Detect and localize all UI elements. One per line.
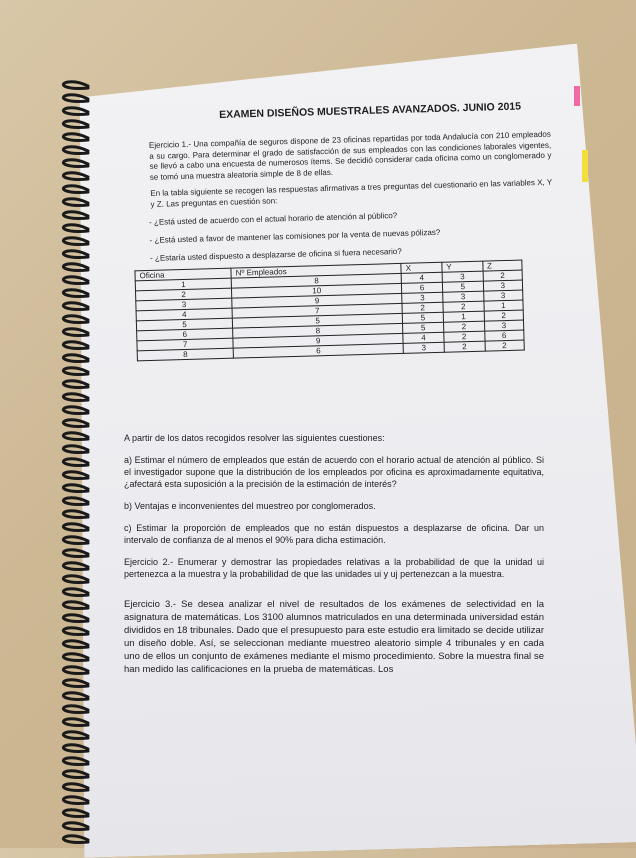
table-cell: 2: [444, 341, 485, 352]
table-cell: 10: [232, 283, 402, 298]
table-cell: 3: [136, 298, 232, 311]
exam-title: EXAMEN DISEÑOS MUESTRALES AVANZADOS. JUNIO 2015: [218, 100, 522, 121]
exam-upper: [110, 100, 557, 362]
table-cell: 1: [135, 278, 231, 291]
ej1-intro: Ejercicio 1.- Una compañía de seguros dispone de 23 oficinas repartidas por toda Andalucía con 210 empleados a su cargo. Para determinar el grado de satisfacción de sus empleados con las condiciones laborales vigentes, se llevó a cabo una encuesta de numerosos ítems. Se decidió considerar cada oficina como un conglomerado y se tomó una muestra aleatoria simple de 8 de ellas.: [148, 129, 552, 182]
data-table: [134, 260, 524, 362]
table-cell: 8: [231, 273, 401, 288]
col-x: X: [401, 262, 442, 273]
exam-lower: [124, 432, 544, 676]
table-cell: 1: [443, 311, 484, 322]
table-cell: 3: [483, 280, 523, 291]
col-y: Y: [442, 261, 483, 272]
table-cell: 3: [484, 320, 524, 331]
table-cell: 2: [443, 321, 484, 332]
table-cell: 5: [403, 322, 444, 333]
table-cell: 3: [403, 342, 444, 353]
table-cell: 8: [233, 323, 403, 338]
table-cell: 2: [483, 270, 523, 281]
table-cell: 4: [136, 308, 232, 321]
table-cell: 2: [402, 302, 443, 313]
yellow-sticky-tab: [582, 150, 588, 182]
table-cell: 6: [484, 330, 524, 341]
pregunta-z: - ¿Estaría usted dispuesto a desplazarse de oficina si fuera necesario?: [149, 246, 402, 263]
table-cell: 6: [233, 343, 403, 358]
table-cell: 3: [483, 290, 523, 301]
pregunta-y: - ¿Está usted a favor de mantener las comisiones por la venta de nuevas pólizas?: [149, 227, 441, 245]
col-z: Z: [482, 260, 522, 271]
cuestiones-intro: A partir de los datos recogidos resolver las siguientes cuestiones:: [124, 433, 385, 443]
table-cell: 3: [443, 291, 484, 302]
table-cell: 9: [233, 333, 403, 348]
table-cell: 1: [483, 300, 523, 311]
table-cell: 7: [137, 338, 233, 351]
table-cell: 4: [403, 332, 444, 343]
ejercicio-3: Ejercicio 3.- Se desea analizar el nivel de resultados de los exámenes de selectividad en la asignatura de matemáticas. Los 3100 alumnos matriculados en una determinada universidad están divididos en 18 tribunales. Dado que el presupuesto para este estudio era limitado se decide utilizar un diseño doble. Así, se seleccionan mediante muestreo aleatorio simple 4 tribunales y en cada uno de ellos un conjunto de exámenes mediante el mismo procedimiento. Sobre la muestra final se han medido las calificaciones en la prueba de matemáticas. Los: [124, 599, 544, 675]
table-cell: 5: [232, 313, 402, 328]
table-cell: 2: [485, 340, 525, 351]
table-cell: 6: [402, 282, 443, 293]
table-cell: 8: [137, 348, 233, 361]
table-cell: 4: [401, 272, 442, 283]
table-cell: 7: [232, 303, 402, 318]
table-cell: 9: [232, 293, 402, 308]
table-cell: 2: [484, 310, 524, 321]
cuestion-b: b) Ventajas e inconvenientes del muestreo por conglomerados.: [124, 501, 376, 511]
table-cell: 5: [442, 281, 483, 292]
table-cell: 2: [443, 301, 484, 312]
col-oficina: Oficina: [135, 268, 231, 281]
cuestion-a: a) Estimar el número de empleados que están de acuerdo con el horario actual de atención al público. Si el investigador supone que la distribución de los empleados por oficina es aproximadamente equitativa, ¿afectará esta suposición a la precisión de la estimación de interés?: [124, 455, 544, 489]
cuestion-c: c) Estimar la proporción de empleados que no están dispuestos a desplazarse de oficina. Dar un intervalo de confianza de al menos el 90% para dicha estimación.: [124, 523, 544, 545]
table-cell: 2: [136, 288, 232, 301]
tabla-intro: En la tabla siguiente se recogen las respuestas afirmativas a tres preguntas del cuestionario en las variables X, Y y Z. Las preguntas en cuestión son:: [150, 177, 553, 209]
table-cell: 2: [444, 331, 485, 342]
ejercicio-2: Ejercicio 2.- Enumerar y demostrar las propiedades relativas a la probabilidad de que la unidad ui pertenezca a la muestra y la probabilidad de que las unidades ui y uj pertenezcan a la muestra.: [124, 557, 544, 579]
table-cell: 6: [137, 328, 233, 341]
pink-sticky-tab: [574, 86, 580, 106]
table-cell: 5: [402, 312, 443, 323]
col-empleados: Nº Empleados: [231, 263, 401, 278]
table-cell: 5: [136, 318, 232, 331]
pregunta-x: - ¿Está usted de acuerdo con el actual horario de atención al público?: [148, 211, 398, 227]
table-cell: 3: [402, 292, 443, 303]
table-cell: 3: [442, 271, 483, 282]
spiral-binding: [54, 78, 94, 848]
